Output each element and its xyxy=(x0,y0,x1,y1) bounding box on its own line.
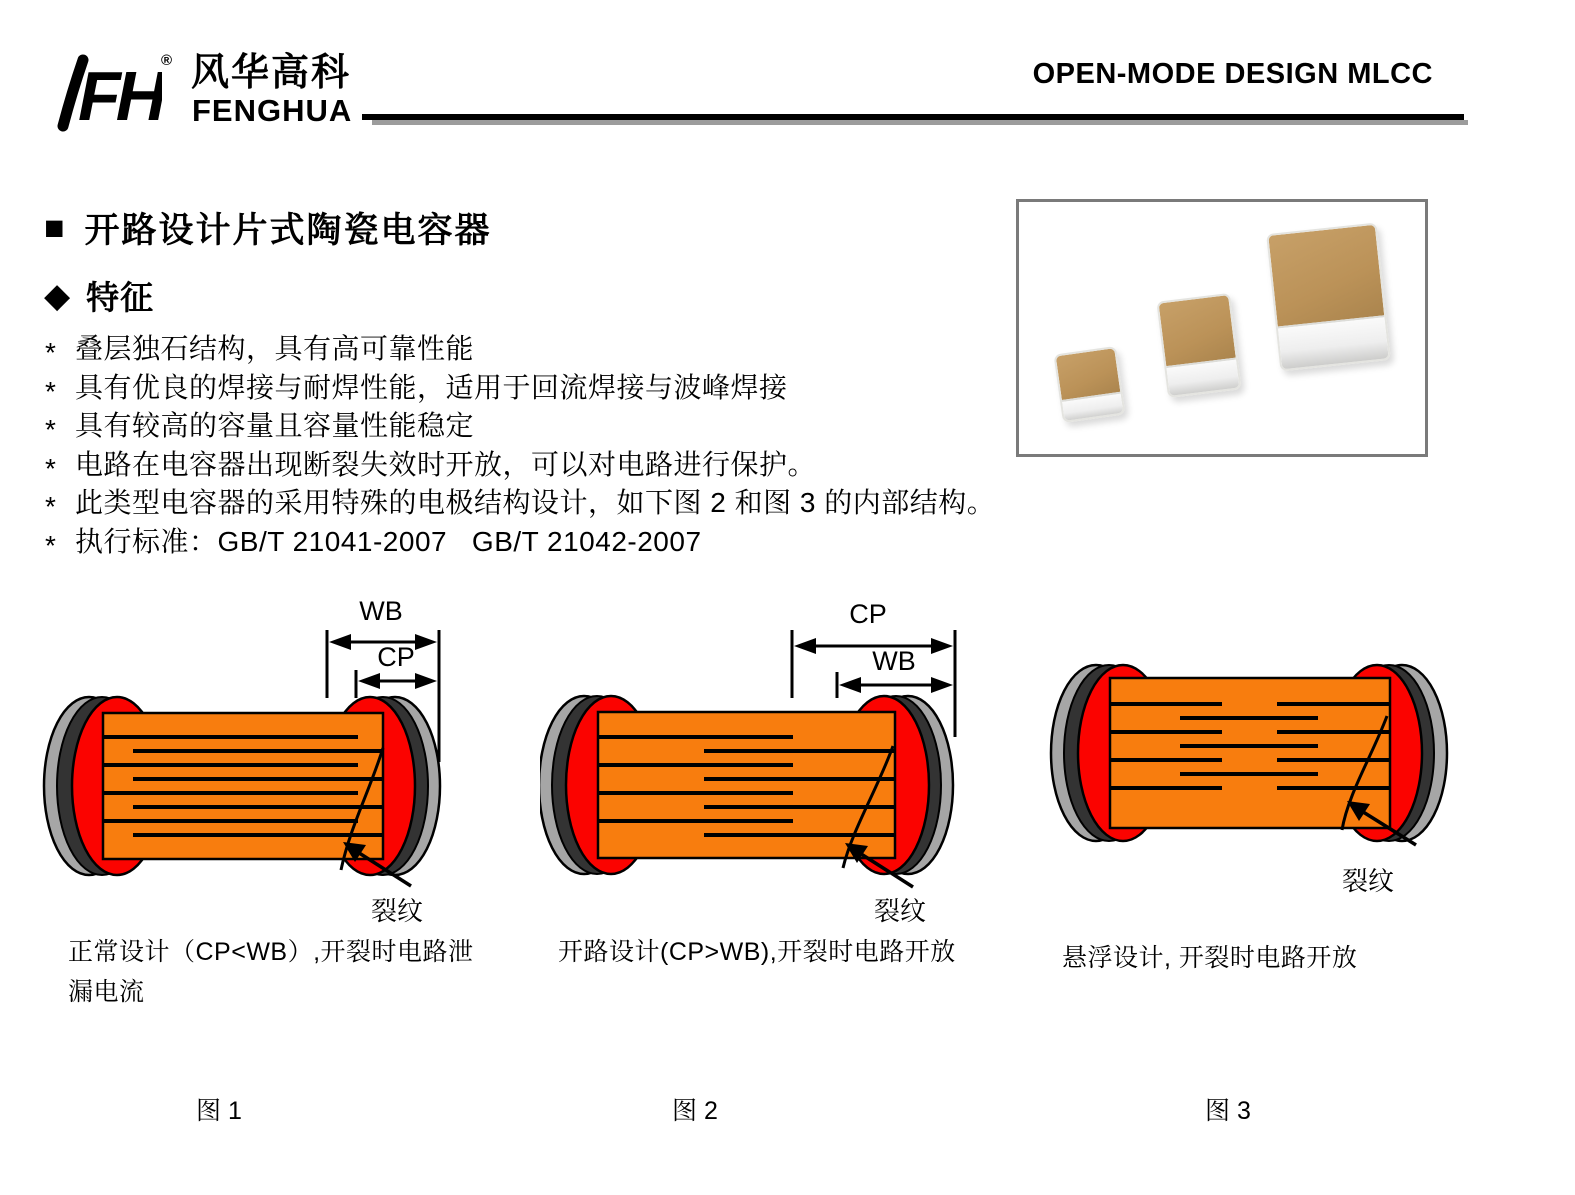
features-list xyxy=(45,330,995,562)
chip-ceramic-face xyxy=(1056,348,1121,402)
features-heading xyxy=(44,272,154,319)
asterisk-bullet: * xyxy=(45,529,56,561)
feature-item: * 执行标准：GB/T 21041-2007 GB/T 21042-2007 xyxy=(45,523,995,562)
fenghua-logo-mark-icon xyxy=(50,52,162,134)
header-rule-shadow xyxy=(372,120,1468,125)
dim-label-outer: CP xyxy=(849,599,887,629)
figure-2-caption: 开路设计(CP>WB),开裂时电路开放 xyxy=(558,938,956,966)
asterisk-bullet: * xyxy=(45,414,56,446)
capacitor-diagram-normal-design xyxy=(40,590,480,935)
capacitor-diagram-open-mode-design xyxy=(540,590,980,935)
figure-2-label: 图 2 xyxy=(672,1097,718,1125)
registered-trademark-icon: ® xyxy=(161,52,173,69)
figure-1-caption: 正常设计（CP<WB）,开裂时电路泄漏电流 xyxy=(68,938,474,1006)
feature-item: * 电路在电容器出现断裂失效时开放，可以对电路进行保护。 xyxy=(45,446,995,485)
feature-item: * 叠层独石结构，具有高可靠性能 xyxy=(45,330,995,369)
feature-item: * 具有较高的容量且容量性能稳定 xyxy=(45,407,995,446)
square-bullet-icon: ■ xyxy=(44,209,65,247)
dim-label-inner: CP xyxy=(377,642,415,672)
crack-label: 裂纹 xyxy=(1341,866,1395,896)
logo-name-english: FENGHUA xyxy=(192,93,353,128)
dim-label-outer: WB xyxy=(359,596,403,626)
feature-item: * 此类型电容器的采用特殊的电极结构设计，如下图 2 和图 3 的内部结构。 xyxy=(45,484,995,523)
features-subtitle: 特征 xyxy=(86,279,155,316)
crack-label: 裂纹 xyxy=(873,896,927,926)
asterisk-bullet: * xyxy=(45,375,56,407)
logo-monogram: FH xyxy=(78,57,162,134)
capacitor-diagram-floating-design xyxy=(1040,618,1500,923)
asterisk-bullet: * xyxy=(45,337,56,368)
crack-label: 裂纹 xyxy=(370,896,424,926)
feature-item: * 具有优良的焊接与耐焊性能，适用于回流焊接与波峰焊接 xyxy=(45,369,995,408)
dimension-cp xyxy=(356,670,437,698)
diamond-bullet-icon: ◆ xyxy=(44,276,71,315)
document-title: OPEN-MODE DESIGN MLCC xyxy=(1032,58,1433,90)
mlcc-chip-medium xyxy=(1156,293,1241,398)
product-photo xyxy=(1016,199,1428,457)
figure-1-label: 图 1 xyxy=(196,1097,242,1125)
dim-label-inner: WB xyxy=(872,646,916,676)
section-title: 开路设计片式陶瓷电容器 xyxy=(84,211,492,250)
figure-3-caption: 悬浮设计, 开裂时电路开放 xyxy=(1062,944,1358,972)
chip-ceramic-face xyxy=(1268,225,1384,329)
mlcc-chip-large xyxy=(1266,223,1391,372)
chip-ceramic-face xyxy=(1159,295,1236,368)
mlcc-chip-small xyxy=(1054,346,1126,423)
asterisk-bullet: * xyxy=(45,491,56,523)
logo-name-chinese: 风华高科 xyxy=(191,52,352,94)
figure-3-label: 图 3 xyxy=(1205,1097,1251,1125)
ceramic-body xyxy=(103,713,383,859)
section-heading xyxy=(44,203,492,253)
asterisk-bullet: * xyxy=(45,452,56,484)
